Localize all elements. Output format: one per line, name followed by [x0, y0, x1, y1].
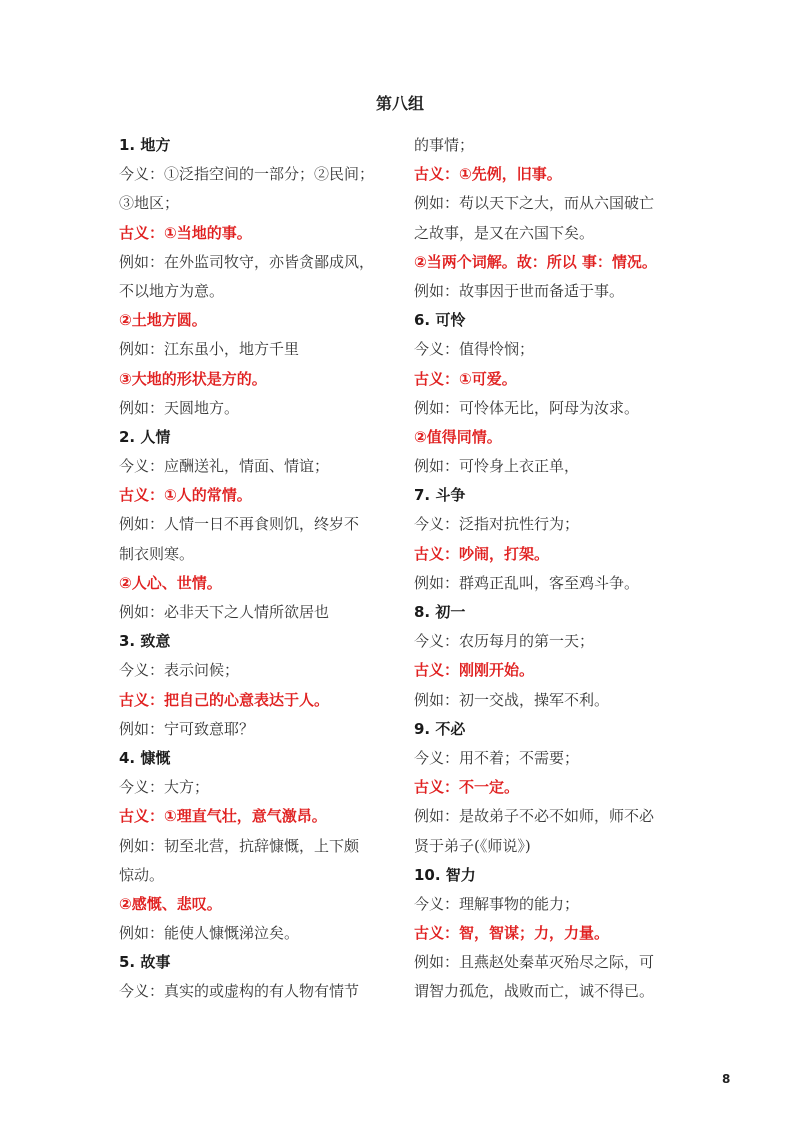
body-text: ③地区；: [119, 194, 180, 213]
entry-heading: 7. 斗争: [414, 486, 466, 505]
entry-heading: 1. 地方: [119, 136, 171, 154]
entry-heading: 9. 不必: [414, 719, 466, 738]
page-number: 8: [722, 1072, 731, 1086]
body-text: 例如：且燕赵处秦革灭殆尽之际，可: [414, 953, 655, 972]
body-text: 例如：苟以天下之大，而从六国破亡: [414, 194, 655, 213]
body-text: 今义：真实的或虚构的有人物有情节: [119, 982, 360, 1001]
ancient-meaning: ②当两个词解。故：所以 事：情况。: [414, 252, 657, 271]
body-text: 今义：理解事物的能力；: [414, 894, 580, 913]
left-column: [119, 131, 394, 1007]
page-title: 第八组: [375, 94, 424, 113]
entry-heading: 8. 初一: [414, 603, 466, 621]
body-text: 今义：表示问候；: [119, 661, 240, 680]
body-text: 例如：能使人慷慨涕泣矣。: [119, 924, 300, 943]
body-text: 制衣则寒。: [119, 544, 195, 563]
body-text: 例如：可怜身上衣正单，: [414, 457, 580, 476]
entry-heading: 10. 智力: [414, 865, 476, 884]
ancient-meaning: 古义：①可爱。: [414, 369, 517, 388]
body-text: 例如：宁可致意耶？: [119, 719, 255, 738]
body-text: 例如：韧至北营，抗辞慷慨，上下颇: [119, 836, 360, 855]
ancient-meaning: ③大地的形状是方的。: [119, 369, 267, 388]
ancient-meaning: 古义：刚刚开始。: [414, 661, 535, 680]
body-text: 今义：用不着；不需要；: [414, 748, 580, 767]
ancient-meaning: 古义：①当地的事。: [119, 223, 252, 242]
ancient-meaning: ②土地方圆。: [119, 311, 207, 330]
entry-heading: 2. 人情: [119, 427, 171, 446]
right-column: [414, 131, 689, 1007]
body-text: 例如：群鸡正乱叫，客至鸡斗争。: [414, 573, 640, 592]
body-text: 例如：是故弟子不必不如师，师不必: [414, 807, 655, 826]
body-text: 例如：必非天下之人情所欲居也: [119, 603, 330, 621]
body-text: 惊动。: [119, 865, 165, 884]
entry-heading: 3. 致意: [119, 632, 171, 651]
body-text: 例如：天圆地方。: [119, 398, 240, 417]
body-text: 今义：泛指对抗性行为；: [414, 515, 580, 534]
ancient-meaning: 古义：吵闹，打架。: [414, 544, 550, 563]
body-text: 今义：①泛指空间的一部分；②民间；: [119, 165, 375, 184]
ancient-meaning: 古义：不一定。: [414, 778, 520, 797]
body-text: 例如：在外监司牧守，亦皆贪鄙成风，: [119, 252, 375, 271]
ancient-meaning: ②感慨、悲叹。: [119, 894, 222, 913]
body-text: 今义：农历每月的第一天；: [414, 632, 595, 651]
body-text: 谓智力孤危，战败而亡，诚不得已。: [414, 982, 655, 1001]
body-text: 例如：初一交战，操军不利。: [414, 690, 610, 709]
body-text: 贤于弟子(《师说》): [414, 836, 531, 855]
body-text: 不以地方为意。: [119, 281, 225, 300]
entry-heading: 5. 故事: [119, 953, 171, 972]
ancient-meaning: 古义：①理直气壮，意气激昂。: [119, 807, 327, 826]
entry-heading: 6. 可怜: [414, 311, 466, 330]
ancient-meaning: ②人心、世情。: [119, 573, 222, 592]
body-text: 之故事，是又在六国下矣。: [414, 223, 595, 242]
entry-heading: 4. 慷慨: [119, 748, 171, 767]
ancient-meaning: 古义：智，智谋；力，力量。: [414, 924, 610, 943]
body-text: 例如：可怜体无比，阿母为汝求。: [414, 398, 640, 417]
body-text: 例如：江东虽小，地方千里: [119, 340, 300, 359]
body-text: 的事情；: [414, 136, 475, 154]
body-text: 今义：值得怜悯；: [414, 340, 535, 359]
ancient-meaning: 古义：①人的常情。: [119, 486, 252, 505]
ancient-meaning: 古义：①先例，旧事。: [414, 165, 562, 184]
ancient-meaning: ②值得同情。: [414, 427, 502, 446]
body-text: 今义：大方；: [119, 778, 210, 797]
ancient-meaning: 古义：把自己的心意表达于人。: [119, 690, 330, 709]
body-text: 例如：人情一日不再食则饥，终岁不: [119, 515, 360, 534]
body-text: 例如：故事因于世而备适于事。: [414, 281, 625, 300]
body-text: 今义：应酬送礼，情面、情谊；: [119, 457, 330, 476]
